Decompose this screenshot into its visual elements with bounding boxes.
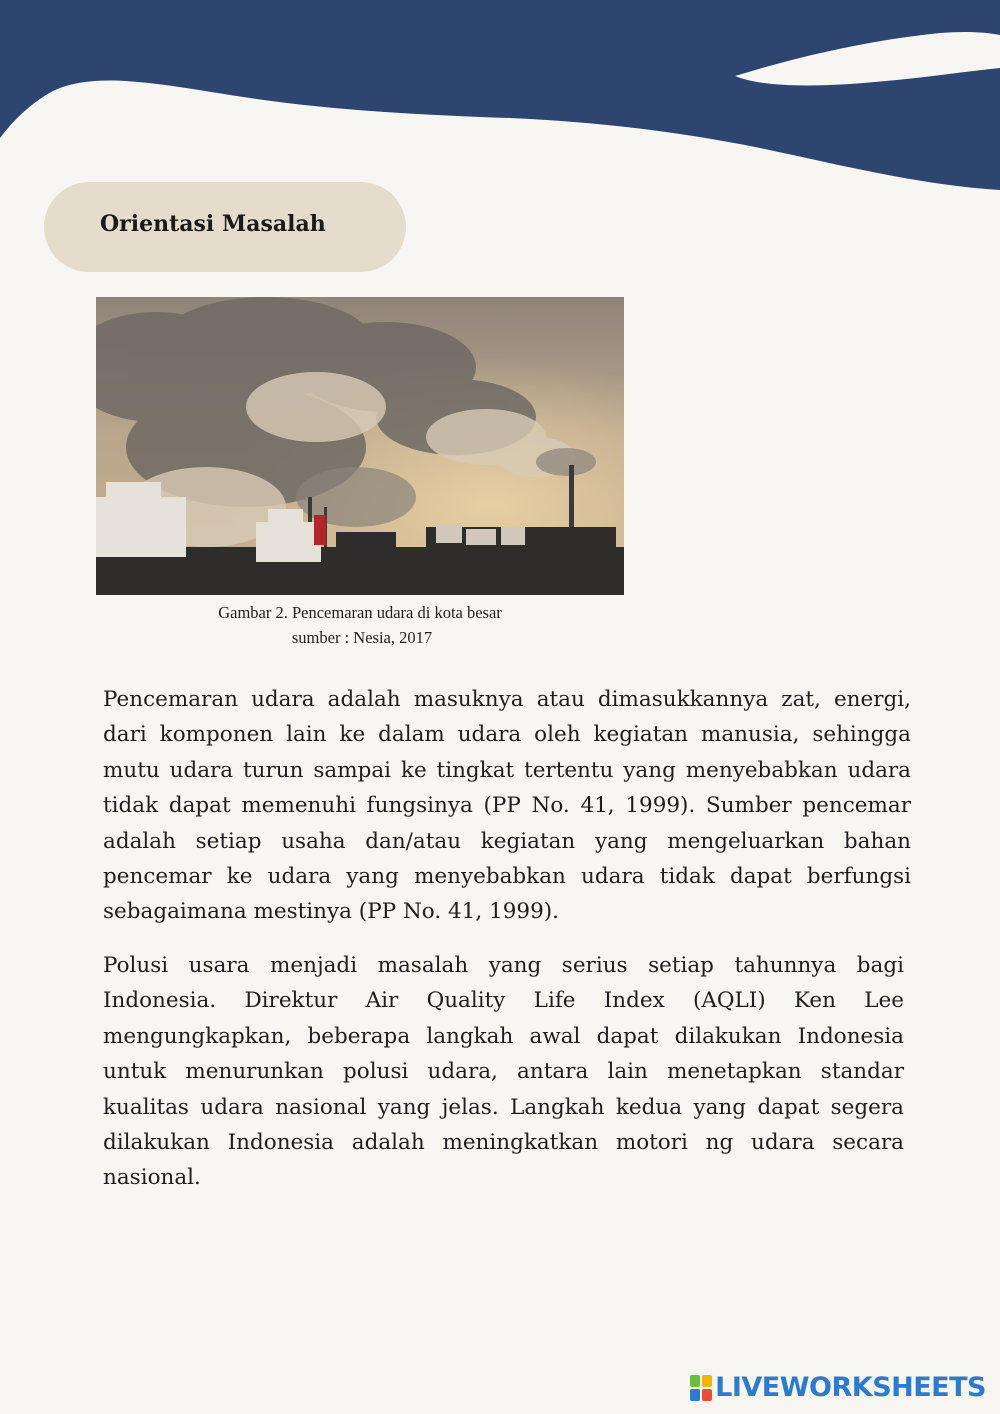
section-title: Orientasi Masalah: [100, 211, 326, 237]
paragraph-definition: Pencemaran udara adalah masuknya atau dimasukkannya zat, energi, dari komponen lain ke dalam udara oleh kegiatan manusia, sehingga mutu udara turun sampai ke tingkat tertentu yang menyebabkan udara tidak dapat memenuhi fungsinya (PP No. 41, 1999). Sumber pencemar adalah setiap usaha dan/atau kegiatan yang mengeluarkan bahan pencemar ke udara yang menyebabkan udara tidak dapat berfungsi sebagaimana mestinya (PP No. 41, 1999).: [103, 687, 911, 925]
footer-branding: [690, 1372, 986, 1403]
figure-caption-block: [96, 600, 624, 650]
liveworksheets-logo-icon: [690, 1375, 712, 1401]
air-pollution-photo: [96, 297, 624, 595]
header-wave-decoration: [0, 0, 1000, 190]
liveworksheets-brand[interactable]: LIVEWORKSHEETS: [715, 1372, 986, 1403]
figure-source: sumber : Nesia, 2017: [291, 628, 433, 647]
figure-caption: Gambar 2. Pencemaran udara di kota besar: [218, 603, 502, 622]
paragraph-indonesia: Polusi usara menjadi masalah yang serius setiap tahunnya bagi Indonesia. Direktur Air Quality Life Index (AQLI) Ken Lee mengungkapkan, beberapa langkah awal dapat dilakukan Indonesia untuk menurunkan polusi udara, antara lain menetapkan standar kualitas udara nasional yang jelas. Langkah kedua yang dapat segera dilakukan Indonesia adalah meningkatkan motori ng udara secara nasional.: [103, 953, 904, 1191]
